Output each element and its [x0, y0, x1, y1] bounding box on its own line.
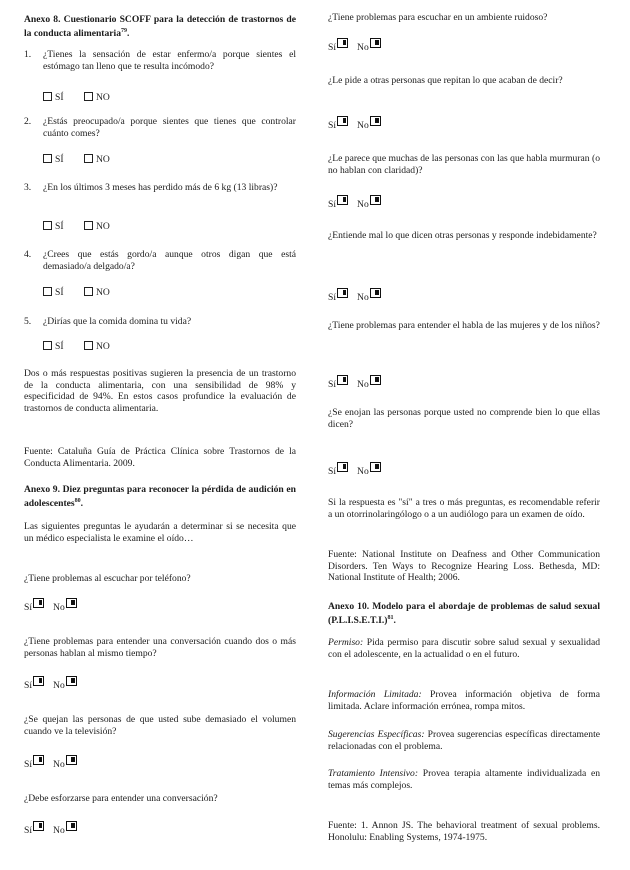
hearing-source: Fuente: National Institute on Deafness and Other Communication Disorders. Ten Ways to Recognize Hearing Loss. Bethesda, MD: National Institute of Health; 2006.	[328, 549, 600, 583]
checkbox-no[interactable]	[84, 154, 93, 163]
annex8-ref: 79	[121, 27, 127, 34]
no-label: No	[357, 42, 369, 53]
checkbox-no[interactable]	[84, 287, 93, 296]
plissit-permiso	[328, 637, 600, 660]
checkbox-si[interactable]	[337, 288, 348, 298]
no-label: No	[53, 680, 65, 691]
checkbox-no[interactable]	[66, 755, 77, 765]
no-label: No	[357, 466, 369, 477]
hearing-question-10: ¿Se enojan las personas porque usted no comprende bien lo que ellas dicen?	[328, 407, 600, 430]
si-label: Sí	[328, 466, 337, 477]
hearing-answer-1	[24, 598, 86, 614]
checkbox-no[interactable]	[84, 341, 93, 350]
hearing-answer-7	[328, 195, 390, 211]
hearing-question-2: ¿Tiene problemas para entender una conversación cuando dos o más personas hablan al mismo tiempo?	[24, 636, 296, 659]
hearing-answer-5	[328, 38, 390, 54]
option-si-label: SÍ	[55, 287, 64, 298]
permiso-term: Permiso:	[328, 637, 364, 648]
scoff-question-1	[24, 49, 296, 72]
option-no-label: NO	[95, 154, 110, 165]
annex9-title-text: Anexo 9. Diez preguntas para reconocer la pérdida de audición en adolescentes	[24, 484, 296, 509]
checkbox-no[interactable]	[370, 375, 381, 385]
hearing-question-8: ¿Entiende mal lo que dicen otras personas y responde indebidamente?	[328, 230, 597, 241]
hearing-question-7: ¿Le parece que muchas de las personas con las que habla murmuran (o no hablan con claridad)?	[328, 153, 600, 176]
hearing-question-1: ¿Tiene problemas al escuchar por teléfono?	[24, 573, 191, 584]
si-label: Sí	[328, 379, 337, 390]
checkbox-si[interactable]	[43, 221, 52, 230]
info-term: Información Limitada:	[328, 689, 422, 700]
no-label: No	[357, 292, 369, 303]
no-label: No	[357, 199, 369, 210]
sug-term: Sugerencias Específicas:	[328, 729, 425, 740]
plissit-sugerencias	[328, 729, 600, 752]
plissit-tratamiento	[328, 768, 600, 791]
annex10-ref: 81	[387, 614, 394, 621]
question-text: ¿En los últimos 3 meses has perdido más de 6 kg (13 libras)?	[43, 182, 278, 193]
question-number: 4.	[24, 249, 32, 260]
checkbox-no[interactable]	[84, 92, 93, 101]
hearing-question-4: ¿Debe esforzarse para entender una conversación?	[24, 793, 218, 804]
option-si-label: SÍ	[55, 154, 64, 165]
si-label: Sí	[328, 292, 337, 303]
question-number: 2.	[24, 116, 32, 127]
question-text: ¿Crees que estás gordo/a aunque otros digan que está demasiado/a delgado/a?	[43, 249, 296, 272]
scoff-options-5	[43, 341, 110, 353]
checkbox-si[interactable]	[33, 821, 44, 831]
plissit-informacion	[328, 689, 600, 712]
checkbox-no[interactable]	[370, 116, 381, 126]
question-number: 3.	[24, 182, 32, 193]
hearing-answer-3	[24, 755, 86, 771]
scoff-source: Fuente: Cataluña Guía de Práctica Clínica sobre Trastornos de la Conducta Alimentaria. 2009.	[24, 446, 296, 469]
question-text: ¿Dirías que la comida domina tu vida?	[43, 316, 192, 327]
question-number: 1.	[24, 49, 32, 60]
sug-text: Provea sugerencias específicas directamente relacionadas con el problema.	[328, 729, 601, 752]
scoff-options-1	[43, 92, 110, 104]
hearing-answer-2	[24, 676, 86, 692]
scoff-options-4	[43, 287, 110, 299]
si-label: Sí	[24, 825, 33, 836]
no-label: No	[357, 120, 369, 131]
checkbox-si[interactable]	[337, 375, 348, 385]
checkbox-si[interactable]	[43, 92, 52, 101]
question-text: ¿Estás preocupado/a porque sientes que tienes que controlar cuánto comes?	[43, 116, 296, 139]
option-si-label: SÍ	[55, 92, 64, 103]
checkbox-no[interactable]	[370, 38, 381, 48]
annex9-title: Anexo 9. Diez preguntas para reconocer la pérdida de audición en adolescentes$^{80}$.	[24, 484, 296, 509]
hearing-answer-8	[328, 288, 390, 304]
no-label: No	[53, 825, 65, 836]
si-label: Sí	[24, 759, 33, 770]
checkbox-no[interactable]	[370, 288, 381, 298]
si-label: Sí	[24, 680, 33, 691]
checkbox-si[interactable]	[337, 116, 348, 126]
checkbox-no[interactable]	[66, 821, 77, 831]
checkbox-no[interactable]	[84, 221, 93, 230]
question-number: 5.	[24, 316, 32, 327]
annex10-title-text: Anexo 10. Modelo para el abordaje de problemas de salud sexual (P.L.I.S.E.T.I.)	[328, 601, 600, 626]
hearing-question-6: ¿Le pide a otras personas que repitan lo que acaban de decir?	[328, 75, 563, 86]
hearing-question-5: ¿Tiene problemas para escuchar en un ambiente ruidoso?	[328, 12, 548, 23]
annex10-title: Anexo 10. Modelo para el abordaje de problemas de salud sexual $(P.L.I.S.E.T.I.)^{81}$.	[328, 601, 600, 626]
si-label: Sí	[328, 199, 337, 210]
info-text: Provea información objetiva de forma limitada. Aclare información errónea, rompa mitos.	[328, 689, 600, 712]
option-no-label: NO	[95, 287, 110, 298]
checkbox-si[interactable]	[33, 676, 44, 686]
hearing-answer-10	[328, 462, 390, 478]
checkbox-no[interactable]	[66, 676, 77, 686]
scoff-question-4	[24, 249, 296, 272]
checkbox-si[interactable]	[43, 154, 52, 163]
trat-term: Tratamiento Intensivo:	[328, 768, 419, 779]
plissit-source: Fuente: 1. Annon JS. The behavioral treatment of sexual problems. Honolulu: Enabling Systems, 1974-1975.	[328, 820, 600, 843]
no-label: No	[53, 602, 65, 613]
checkbox-si[interactable]	[43, 287, 52, 296]
annex9-ref: 80	[74, 497, 81, 504]
question-text: ¿Tienes la sensación de estar enfermo/a porque sientes el estómago tan lleno que te resulta incómodo?	[43, 49, 296, 72]
scoff-question-5	[24, 316, 296, 328]
checkbox-si[interactable]	[337, 462, 348, 472]
checkbox-no[interactable]	[370, 195, 381, 205]
checkbox-si[interactable]	[33, 755, 44, 765]
checkbox-no[interactable]	[370, 462, 381, 472]
annex8-title: Anexo 8. Cuestionario SCOFF para la detección de trastornos de la conducta alimentaria$^{79}$.	[24, 14, 296, 39]
si-label: Sí	[24, 602, 33, 613]
scoff-question-3	[24, 182, 296, 194]
checkbox-si[interactable]	[43, 341, 52, 350]
no-label: No	[53, 759, 65, 770]
scoff-options-2	[43, 154, 110, 166]
hearing-question-3: ¿Se quejan las personas de que usted sube demasiado el volumen cuando ve la televisión?	[24, 714, 296, 737]
hearing-question-9: ¿Tiene problemas para entender el habla de las mujeres y de los niños?	[328, 320, 600, 331]
option-si-label: SÍ	[55, 221, 64, 232]
permiso-text: Pida permiso para discutir sobre salud sexual y sexualidad con el adolescente, en la actualidad o en el futuro.	[328, 637, 600, 660]
checkbox-no[interactable]	[66, 598, 77, 608]
option-no-label: NO	[95, 92, 110, 103]
scoff-options-3	[43, 221, 110, 233]
hearing-answer-6	[328, 116, 390, 132]
option-no-label: NO	[95, 341, 110, 352]
hearing-interpretation: Si la respuesta es "sí" a tres o más preguntas, es recomendable referir a un otorrinolaringólogo o a un audiólogo para un examen de oído.	[328, 497, 600, 520]
checkbox-si[interactable]	[337, 38, 348, 48]
option-no-label: NO	[95, 221, 110, 232]
checkbox-si[interactable]	[337, 195, 348, 205]
si-label: Sí	[328, 42, 337, 53]
annex8-title-text: Anexo 8. Cuestionario SCOFF para la detección de trastornos de la conducta alimentaria	[24, 14, 296, 39]
hearing-answer-4	[24, 821, 86, 837]
scoff-question-2	[24, 116, 296, 139]
hearing-answer-9	[328, 375, 390, 391]
annex9-intro: Las siguientes preguntas le ayudarán a determinar si se necesita que un médico especialista le examine el oído…	[24, 521, 296, 544]
scoff-interpretation: Dos o más respuestas positivas sugieren la presencia de un trastorno de la conducta alimentaria, con una sensibilidad de 98% y especificidad de 94%. En estos casos profundice la evaluación de trastornos de conducta alimentaria.	[24, 368, 296, 414]
trat-text: Provea terapia altamente individualizada en temas más complejos.	[328, 768, 601, 791]
si-label: Sí	[328, 120, 337, 131]
option-si-label: SÍ	[55, 341, 64, 352]
checkbox-si[interactable]	[33, 598, 44, 608]
no-label: No	[357, 379, 369, 390]
